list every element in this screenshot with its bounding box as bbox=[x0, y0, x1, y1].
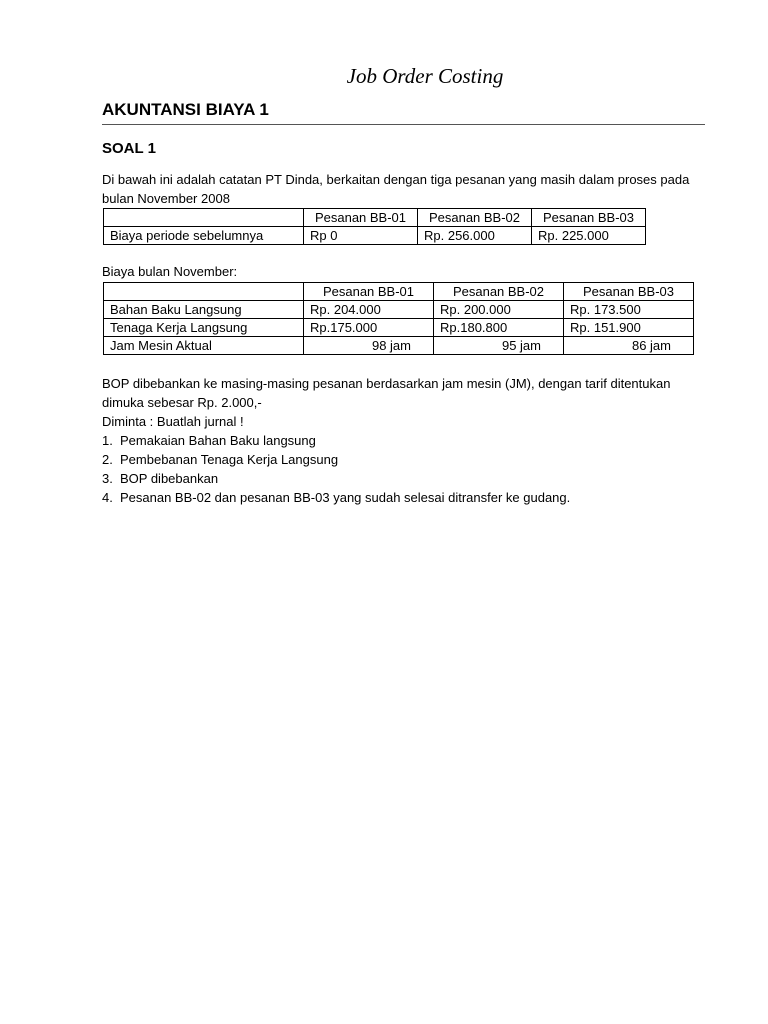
table-cell: Rp. 200.000 bbox=[434, 301, 564, 319]
bop-paragraph: BOP dibebankan ke masing-masing pesanan berdasarkan jam mesin (JM), dengan tarif ditentukan dimuka sebesar Rp. 2.000,- bbox=[102, 376, 671, 410]
table-header-cell: Pesanan BB-03 bbox=[532, 209, 646, 227]
table-header-row bbox=[104, 283, 694, 301]
list-item bbox=[102, 488, 570, 507]
table-header-row bbox=[104, 209, 646, 227]
table-cell: Rp. 173.500 bbox=[564, 301, 694, 319]
table-header-cell: Pesanan BB-03 bbox=[564, 283, 694, 301]
intro-paragraph: Di bawah ini adalah catatan PT Dinda, berkaitan dengan tiga pesanan yang masih dalam proses pada bulan November 2008 bbox=[102, 172, 690, 206]
list-item bbox=[102, 469, 570, 488]
previous-cost-table bbox=[103, 208, 646, 245]
table-header-cell bbox=[104, 209, 304, 227]
table-cell: 98 jam bbox=[304, 337, 434, 355]
heading-divider bbox=[102, 124, 705, 125]
table-header-cell: Pesanan BB-01 bbox=[304, 283, 434, 301]
list-item bbox=[102, 431, 570, 450]
main-heading: AKUNTANSI BIAYA 1 bbox=[102, 100, 269, 119]
table-cell: Rp. 204.000 bbox=[304, 301, 434, 319]
table-cell: 86 jam bbox=[564, 337, 694, 355]
november-cost-table bbox=[103, 282, 694, 355]
table-row bbox=[104, 319, 694, 337]
table-cell: 95 jam bbox=[434, 337, 564, 355]
table-header-cell: Pesanan BB-02 bbox=[418, 209, 532, 227]
list-item-number: 2. bbox=[102, 452, 113, 467]
list-item-text: BOP dibebankan bbox=[120, 471, 219, 486]
table-cell: Rp 0 bbox=[304, 227, 418, 245]
list-item-text: Pesanan BB-02 dan pesanan BB-03 yang sudah selesai ditransfer ke gudang. bbox=[120, 490, 571, 505]
table-cell: Jam Mesin Aktual bbox=[104, 337, 304, 355]
list-item-number: 1. bbox=[102, 433, 113, 448]
table-cell: Bahan Baku Langsung bbox=[104, 301, 304, 319]
table-cell: Biaya periode sebelumnya bbox=[104, 227, 304, 245]
list-item-number: 4. bbox=[102, 490, 113, 505]
table-header-cell: Pesanan BB-01 bbox=[304, 209, 418, 227]
section-heading: SOAL 1 bbox=[102, 140, 156, 157]
list-item bbox=[102, 450, 570, 469]
november-costs-label: Biaya bulan November: bbox=[102, 264, 238, 279]
table-cell: Rp. 256.000 bbox=[418, 227, 532, 245]
request-line: Diminta : Buatlah jurnal ! bbox=[102, 414, 244, 429]
table-header-cell bbox=[104, 283, 304, 301]
table-header-cell: Pesanan BB-02 bbox=[434, 283, 564, 301]
list-item-text: Pembebanan Tenaga Kerja Langsung bbox=[120, 452, 339, 467]
table-row bbox=[104, 301, 694, 319]
list-item-number: 3. bbox=[102, 471, 113, 486]
document-title: Job Order Costing bbox=[346, 64, 504, 88]
table-row bbox=[104, 337, 694, 355]
table-row bbox=[104, 227, 646, 245]
table-cell: Tenaga Kerja Langsung bbox=[104, 319, 304, 337]
list-item-text: Pemakaian Bahan Baku langsung bbox=[120, 433, 316, 448]
task-list bbox=[102, 431, 570, 507]
table-cell: Rp.175.000 bbox=[304, 319, 434, 337]
table-cell: Rp.180.800 bbox=[434, 319, 564, 337]
table-cell: Rp. 151.900 bbox=[564, 319, 694, 337]
table-cell: Rp. 225.000 bbox=[532, 227, 646, 245]
